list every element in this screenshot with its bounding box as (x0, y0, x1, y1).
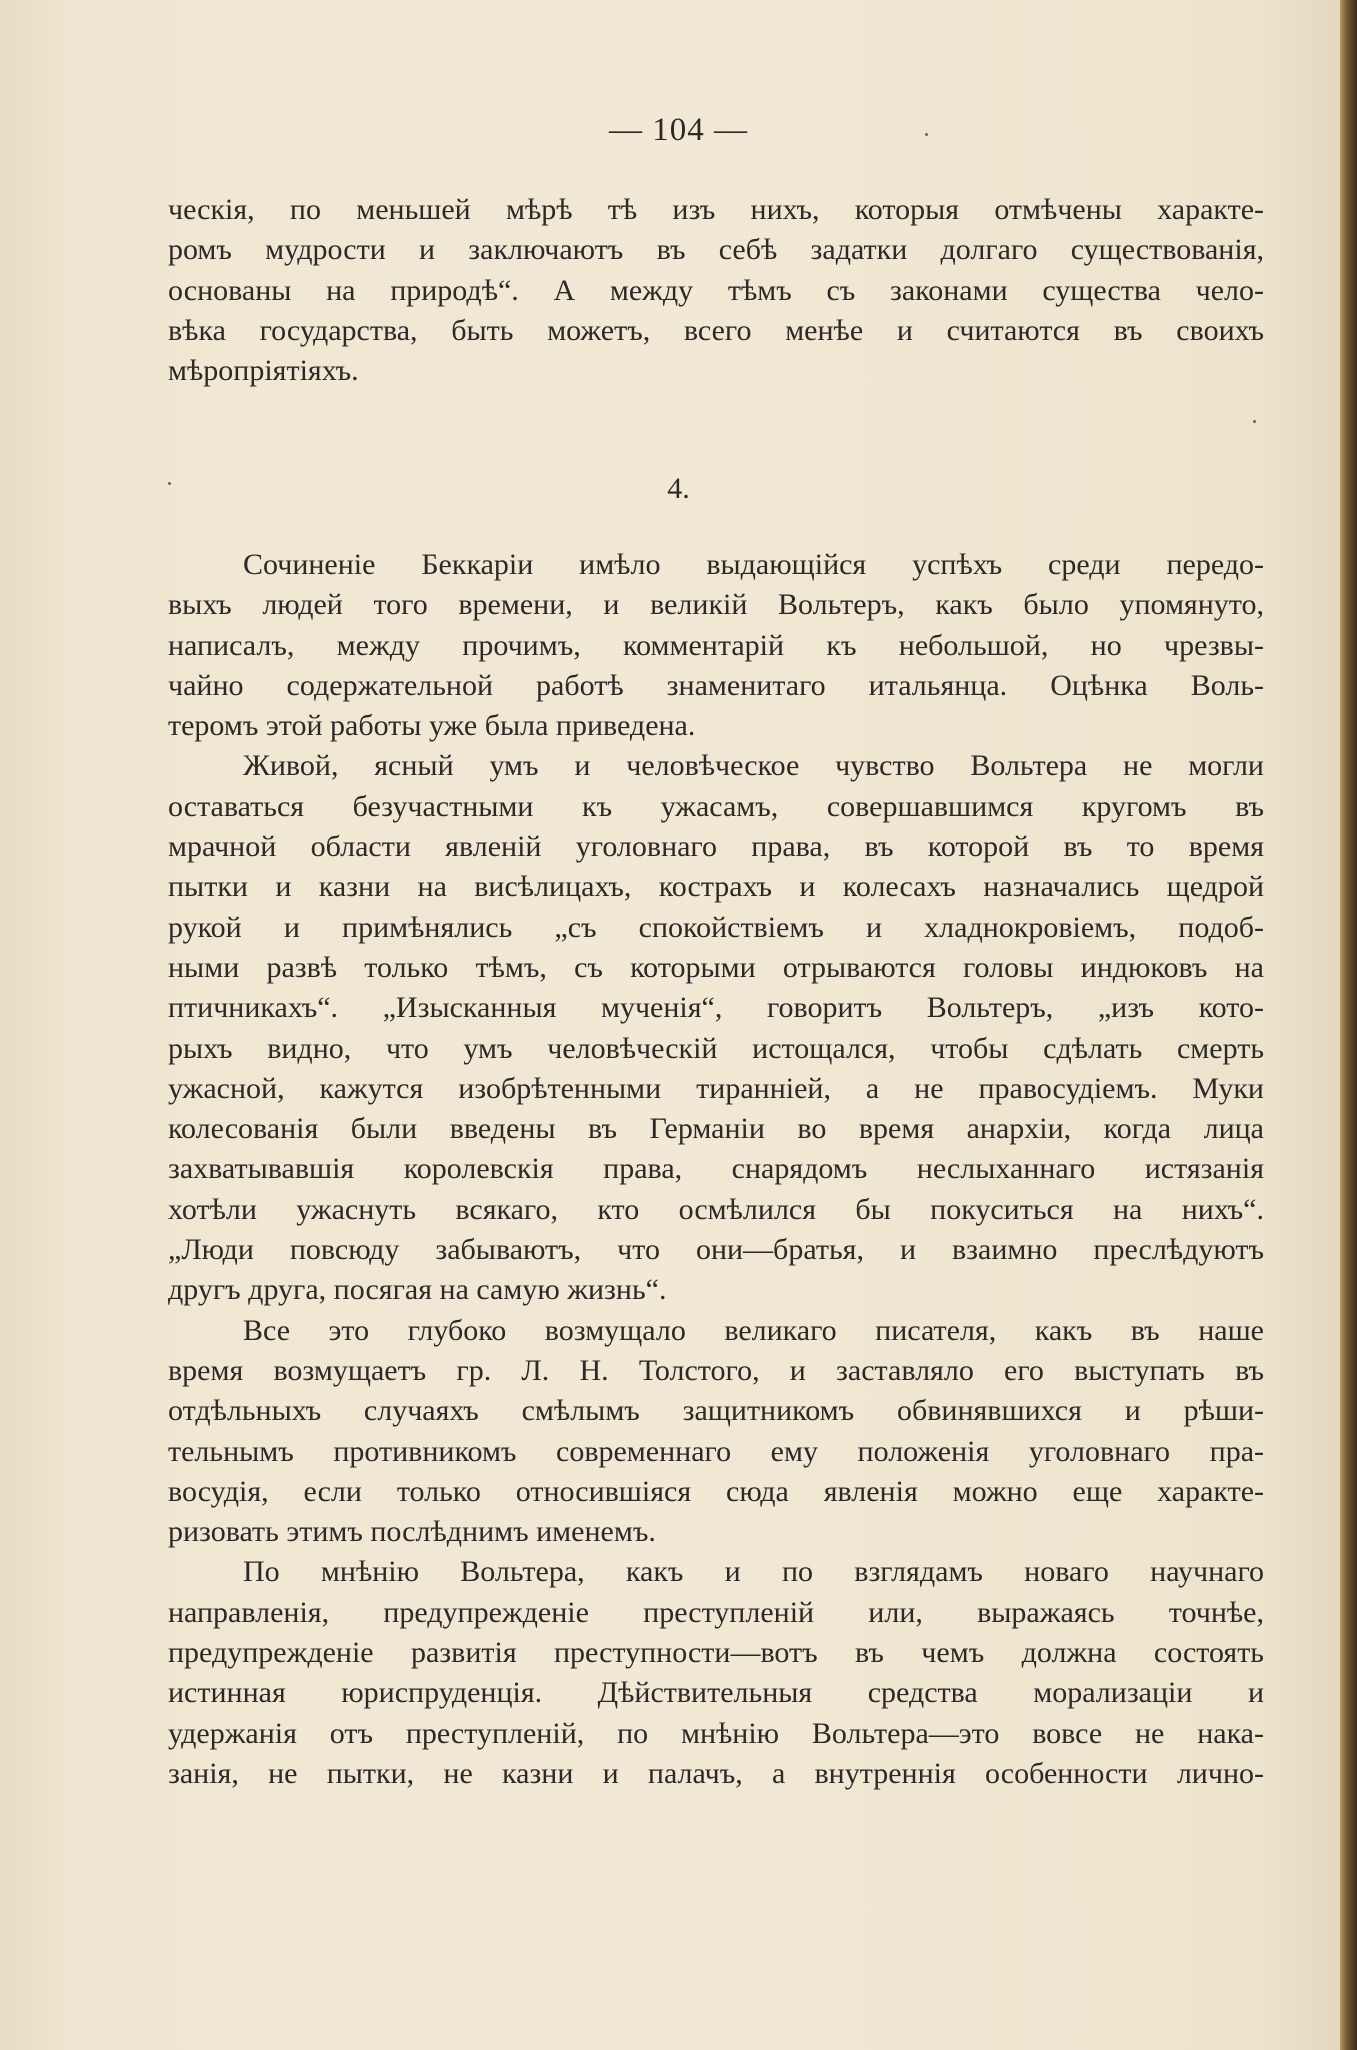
text-line: время возмущаетъ гр. Л. Н. Толстого, и заставляло его выступать въ (168, 1353, 1264, 1387)
text-line: отдѣльныхъ случаяхъ смѣлымъ защитникомъ обвинявшихся и рѣши- (168, 1394, 1264, 1428)
section-number: 4. (667, 472, 690, 505)
text-line: предупрежденіе развитія преступности—вотъ въ чемъ должна состоять (168, 1636, 1264, 1670)
text-line: оставаться безучастными къ ужасамъ, совершавшимся кругомъ въ (168, 789, 1264, 823)
text-line: хотѣли ужаснуть всякаго, кто осмѣлился бы покуситься на нихъ“. (168, 1192, 1264, 1226)
text-line: Все это глубоко возмущало великаго писателя, какъ въ наше (243, 1313, 1264, 1347)
paper-speck (1253, 420, 1256, 423)
text-line: мрачной области явленій уголовнаго права, въ которой въ то время (168, 830, 1264, 864)
page-edge-shadow (1340, 0, 1357, 2050)
text-line: захватывавшія королевскія права, снарядомъ неслыханнаго истязанія (168, 1152, 1264, 1186)
text-line: „Люди повсюду забываютъ, что они—братья, и взаимно преслѣдуютъ (168, 1233, 1264, 1267)
text-line: удержанія отъ преступленій, по мнѣнію Вольтера—это вовсе не нака- (168, 1716, 1264, 1750)
text-line: ными развѣ только тѣмъ, съ которыми отрываются головы индюковъ на (168, 950, 1264, 984)
text-line: чайно содержательной работѣ знаменитаго итальянца. Оцѣнка Воль- (168, 668, 1264, 702)
text-line: направленія, предупрежденіе преступленій или, выражаясь точнѣе, (168, 1595, 1264, 1629)
text-line: истинная юриспруденція. Дѣйствительныя средства морализаціи и (168, 1676, 1264, 1710)
text-line: рыхъ видно, что умъ человѣческій истощался, чтобы сдѣлать смерть (168, 1031, 1264, 1065)
text-line: Живой, ясный умъ и человѣческое чувство Вольтера не могли (243, 749, 1264, 783)
text-line: другъ друга, посягая на самую жизнь“. (168, 1273, 667, 1307)
text-line: колесованія были введены въ Германіи во время анархіи, когда лица (168, 1112, 1264, 1146)
text-line: По мнѣнію Вольтера, какъ и по взглядамъ новаго научнаго (243, 1555, 1264, 1589)
text-line: занія, не пытки, не казни и палачъ, а внутреннія особенности лично- (168, 1756, 1264, 1790)
text-line: птичникахъ“. „Изысканныя мученія“, говоритъ Вольтеръ, „изъ кото- (168, 991, 1264, 1025)
text-line: основаны на природѣ“. А между тѣмъ съ законами существа чело- (168, 273, 1264, 307)
text-line: мѣропріятіяхъ. (168, 354, 359, 388)
text-line: пытки и казни на висѣлицахъ, кострахъ и колесахъ назначались щедрой (168, 870, 1264, 904)
text-line: ужасной, кажутся изобрѣтенными тиранніей, а не правосудіемъ. Муки (168, 1071, 1264, 1105)
text-line: рукой и примѣнялись „съ спокойствіемъ и хладнокровіемъ, подоб- (168, 910, 1264, 944)
text-line: ческія, по меньшей мѣрѣ тѣ изъ нихъ, которыя отмѣчены характе- (168, 193, 1264, 226)
text-line: Сочиненіе Беккаріи имѣло выдающійся успѣхъ среди передо- (243, 548, 1264, 581)
text-line: выхъ людей того времени, и великій Вольтеръ, какъ было упомянуто, (168, 588, 1264, 622)
top-paragraph (168, 190, 1264, 391)
text-line: ризовать этимъ послѣднимъ именемъ. (168, 1515, 656, 1549)
text-line: восудія, если только относившіяся сюда явленія можно еще характе- (168, 1474, 1264, 1508)
page-number: — 104 — (609, 112, 748, 148)
text-line: написалъ, между прочимъ, комментарій къ небольшой, но чрезвы- (168, 628, 1264, 662)
main-text (168, 545, 1264, 1794)
text-line: теромъ этой работы уже была приведена. (168, 709, 696, 743)
text-line: ромъ мудрости и заключаютъ въ себѣ задатки долгаго существованія, (168, 233, 1264, 267)
text-line: тельнымъ противникомъ современнаго ему положенія уголовнаго пра- (168, 1434, 1264, 1468)
text-line: вѣка государства, быть можетъ, всего менѣе и считаются въ своихъ (168, 313, 1264, 347)
